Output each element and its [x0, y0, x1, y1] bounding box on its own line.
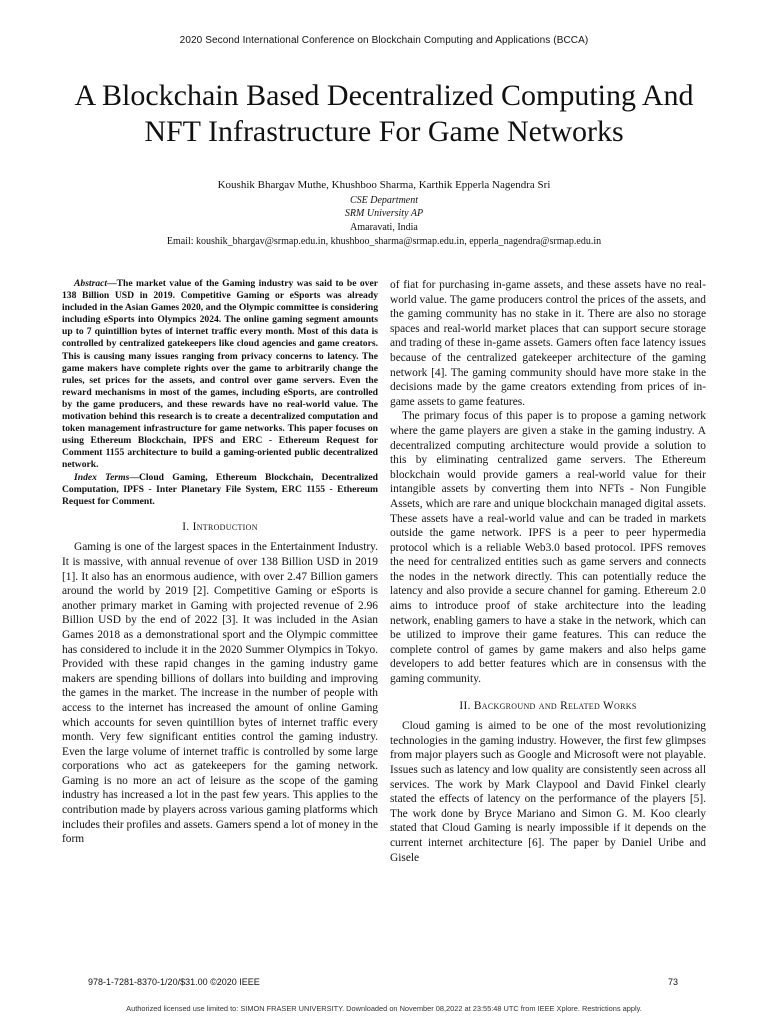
background-paragraph-1: Cloud gaming is aimed to be one of the most revolutionizing technologies in the gaming industry. However, the first few glimpses from major players such as Google and Microsoft were not playable. Issues such as latency and low quality are consistently seen across all services. The work by Mark Claypool and David Finkel clearly stated the effects of latency on the performance of the players [5]. The work done by Bryce Mariano and Simon G. M. Koo clearly stated that Cloud Gaming is nearly impossible if it depends on the current internet architecture [6]. The paper by Daniel Uribe and Gisele: [390, 720, 707, 864]
introduction-heading: I. Introduction: [182, 520, 258, 533]
introduction-paragraph-1-continued: of fiat for purchasing in-game assets, and these assets have no real-world value. The game producers control the prices of the assets, and the gaming community has no stake in it. There are also no storage spaces and real-world market places that can support secure storage and trading of these in-game assets. Gamers often face latency issues because of the centralized gatekeeper architecture of the gaming network [4]. The gaming community should have more stake in the decisions made by the game creators extending from prices of in-game assets to game features.: [390, 279, 706, 408]
paper-title: [40, 78, 728, 150]
left-column: [62, 278, 378, 847]
index-terms: [62, 472, 378, 508]
abstract-text: —The market value of the Gaming industry was said to be over 138 Billion USD in 2019. Competitive Gaming or eSports was already included in the Asian Games 2020, and the Olympic committee is considering including eSports into Olympics 2024. The online gaming segment amounts up to 7 quintillion bytes of internet traffic every month. Most of this data is controlled by centralized gatekeepers like cloud agencies and game creators. This is causing many issues ranging from privacy concerns to latency. The game makers have complete rights over the game to arbitrarily change the rules, set prices for the assets, and control over game servers. Even the reward mechanisms in most of the games, including eSports, are controlled by the game producers, and these rewards have no real-world value. The motivation behind this research is to create a decentralized computation and token management infrastructure for game networks. This paper focuses on using Ethereum Blockchain, IPFS and ERC - Ethereum Request for Comment 1155 architecture to build a gaming-oriented public decentralized network.: [62, 278, 378, 471]
author-emails: Email: koushik_bhargav@srmap.edu.in, khushboo_sharma@srmap.edu.in, epperla_nagendra@srmap.edu.in: [166, 236, 602, 247]
isbn-footer: 978-1-7281-8370-1/20/$31.00 ©2020 IEEE: [88, 977, 260, 987]
author-location: Amaravati, India: [350, 222, 418, 233]
index-terms-text: —Cloud Gaming, Ethereum Blockchain, Decentralized Computation, IPFS - Inter Planetary File System, ERC 1155 - Ethereum Request for Comment.: [62, 471, 378, 507]
abstract-label: Abstract: [74, 278, 108, 289]
paper-title-line-2: NFT Infrastructure For Game Networks: [144, 115, 624, 148]
index-terms-label: Index Terms: [74, 471, 130, 483]
background-heading: II. Background and Related Works: [459, 699, 637, 712]
right-column: [390, 278, 706, 865]
page-number: 73: [668, 977, 679, 987]
author-university: SRM University AP: [344, 208, 424, 219]
paper-title-line-1: A Blockchain Based Decentralized Computing And: [74, 79, 694, 112]
introduction-paragraph-2: The primary focus of this paper is to propose a gaming network where the game players are given a stake in the gaming industry. A decentralized computing architecture would provide a solution to this by eliminating centralized game servers. The Ethereum blockchain would provide gamers a real-world value for their intangible assets by converting them into NFTs - Non Fungible Assets, which are rare and unique blockchain managed digital assets. These assets have a real-world value and can be traded in markets outside the game network. IPFS is a peer to peer hypermedia protocol which is a reliable Web3.0 based protocol. IPFS removes the need for centralized entities such as game servers and connects the nodes in the network directly. This can potentially reduce the latency and also provide a secure channel for gaming. Ethereum 2.0 aims to introduce proof of stake architecture into the leading network, enabling gamers to have a stake in the network, which can be utilized to improve their game features. This can reduce the complete control of games by game makers and also helps game developers to add better features which are in consensus with the gaming community.: [390, 410, 706, 686]
license-notice: Authorized licensed use limited to: SIMON FRASER UNIVERSITY. Downloaded on November 08,2022 at 23:55:48 UTC from IEEE Xplore. Restrictions apply.: [126, 1004, 642, 1013]
introduction-paragraph-1: Gaming is one of the largest spaces in the Entertainment Industry. It is massive, with annual revenue of over 138 Billion USD in 2019 [1]. It also has an enormous audience, with over 2.47 Billion gamers around the world by 2019 [2]. Competitive Gaming or eSports is another primary market in Gaming with projected revenue of 2.96 Billion USD by the end of 2022 [3]. It was included in the Asian Games 2018 as a demonstrational sport and the Olympic committee has considered to include it in the 2020 Summer Olympics in Tokyo. Provided with these rapid changes in the gaming industry game makers are spending billions of dollars into building and improving the games in the market. The increase in the number of people with access to the internet has increased the amount of online Gaming which accounts for seven quintillion bytes of internet traffic every month. Very few significant entities control the gaming industry. Even the large volume of internet traffic is controlled by some large corporations who act as gatekeepers for the gaming network. Gaming is no more an act of leisure as the scope of the gaming industry has increased a lot in the past few years. This applies to the contribution made by players across various gaming platforms which includes their profiles and assets. Gamers spend a lot of money in the form: [62, 541, 379, 846]
author-list: Koushik Bhargav Muthe, Khushboo Sharma, Karthik Epperla Nagendra Sri: [217, 179, 551, 191]
conference-header: 2020 Second International Conference on Blockchain Computing and Applications (BCCA): [179, 35, 589, 46]
author-department: CSE Department: [349, 195, 419, 206]
abstract: [62, 278, 378, 472]
